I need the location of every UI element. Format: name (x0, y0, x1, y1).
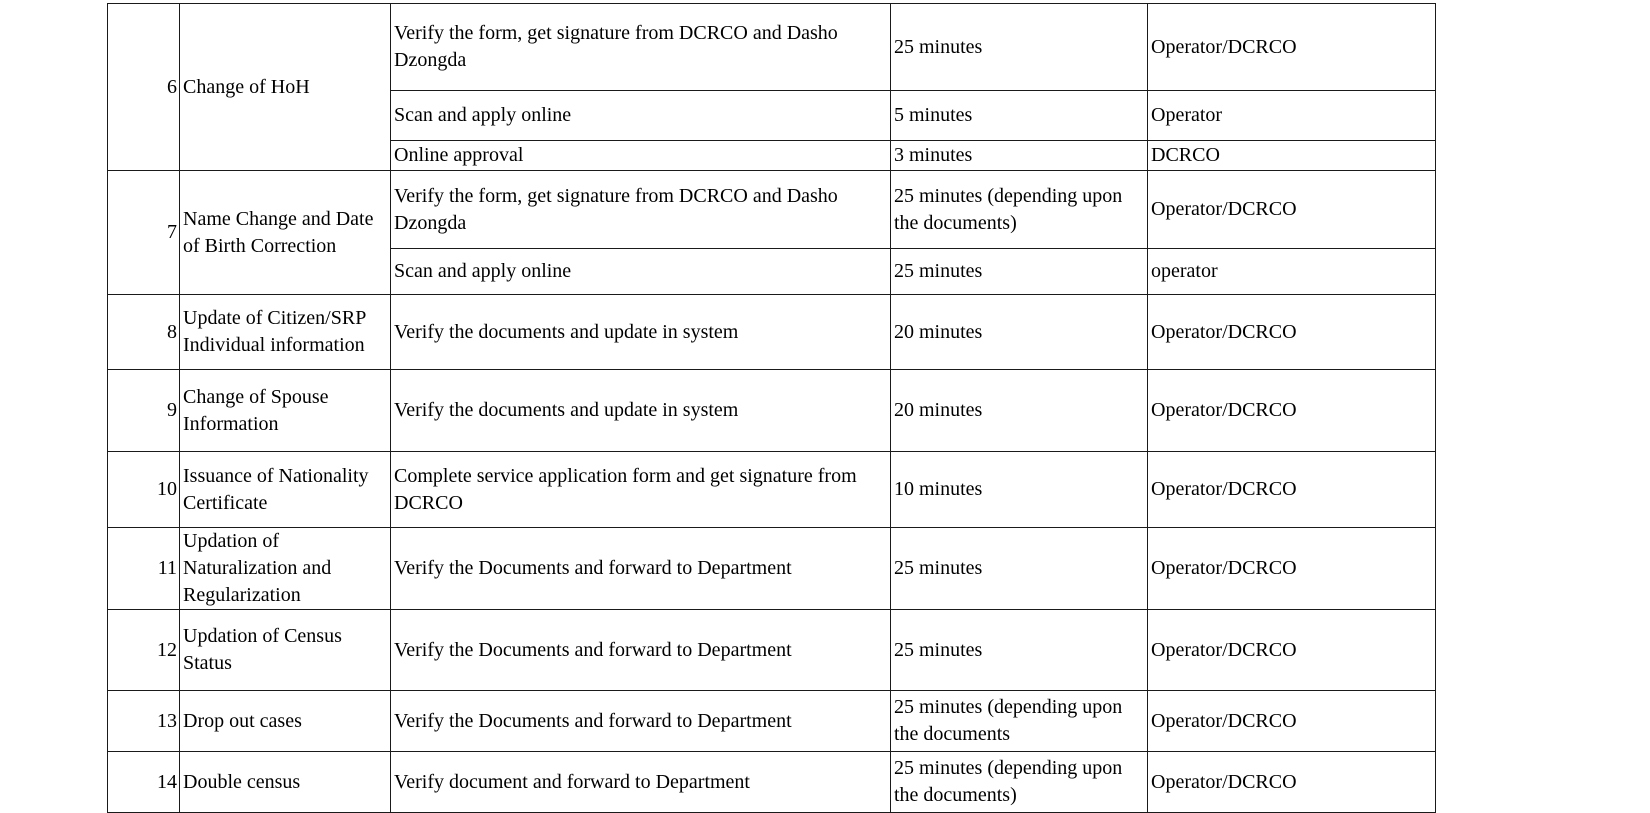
service-number: 14 (108, 752, 180, 813)
step-responsible: Operator/DCRCO (1148, 691, 1436, 752)
service-name: Updation of Naturalization and Regularization (180, 528, 391, 610)
step-time: 25 minutes (depending upon the documents) (891, 171, 1148, 249)
table-row (108, 452, 1436, 528)
table-row (108, 610, 1436, 691)
step-activity: Verify the Documents and forward to Department (391, 528, 891, 610)
step-time: 5 minutes (891, 91, 1148, 141)
table-row (108, 295, 1436, 370)
step-responsible: Operator (1148, 91, 1436, 141)
step-responsible: operator (1148, 249, 1436, 295)
service-name: Name Change and Date of Birth Correction (180, 171, 391, 295)
table-row (108, 4, 1436, 91)
step-activity: Verify the Documents and forward to Department (391, 610, 891, 691)
step-responsible: Operator/DCRCO (1148, 528, 1436, 610)
service-number: 11 (108, 528, 180, 610)
step-activity: Verify the documents and update in system (391, 370, 891, 452)
step-responsible: Operator/DCRCO (1148, 610, 1436, 691)
step-responsible: DCRCO (1148, 141, 1436, 171)
table-row (108, 528, 1436, 610)
table-row (108, 752, 1436, 813)
step-time: 25 minutes (891, 4, 1148, 91)
step-time: 25 minutes (891, 249, 1148, 295)
step-time: 20 minutes (891, 370, 1148, 452)
service-name: Issuance of Nationality Certificate (180, 452, 391, 528)
step-activity: Scan and apply online (391, 249, 891, 295)
step-responsible: Operator/DCRCO (1148, 4, 1436, 91)
service-table (107, 3, 1436, 813)
step-responsible: Operator/DCRCO (1148, 752, 1436, 813)
table-row (108, 171, 1436, 249)
service-name: Updation of Census Status (180, 610, 391, 691)
step-time: 25 minutes (depending upon the documents (891, 691, 1148, 752)
step-responsible: Operator/DCRCO (1148, 295, 1436, 370)
step-activity: Verify the Documents and forward to Department (391, 691, 891, 752)
step-time: 25 minutes (depending upon the documents) (891, 752, 1148, 813)
service-number: 9 (108, 370, 180, 452)
step-responsible: Operator/DCRCO (1148, 171, 1436, 249)
step-time: 3 minutes (891, 141, 1148, 171)
step-activity: Verify document and forward to Department (391, 752, 891, 813)
service-number: 7 (108, 171, 180, 295)
step-activity: Verify the form, get signature from DCRCO and Dasho Dzongda (391, 171, 891, 249)
step-activity: Online approval (391, 141, 891, 171)
step-activity: Verify the form, get signature from DCRCO and Dasho Dzongda (391, 4, 891, 91)
service-number: 10 (108, 452, 180, 528)
step-activity: Scan and apply online (391, 91, 891, 141)
step-time: 25 minutes (891, 528, 1148, 610)
service-name: Double census (180, 752, 391, 813)
service-number: 6 (108, 4, 180, 171)
service-name: Update of Citizen/SRP Individual information (180, 295, 391, 370)
step-activity: Complete service application form and get signature from DCRCO (391, 452, 891, 528)
service-number: 13 (108, 691, 180, 752)
service-number: 12 (108, 610, 180, 691)
table-row (108, 691, 1436, 752)
table-row (108, 370, 1436, 452)
step-time: 25 minutes (891, 610, 1148, 691)
service-name: Drop out cases (180, 691, 391, 752)
step-activity: Verify the documents and update in system (391, 295, 891, 370)
step-time: 10 minutes (891, 452, 1148, 528)
service-number: 8 (108, 295, 180, 370)
step-responsible: Operator/DCRCO (1148, 452, 1436, 528)
service-name: Change of HoH (180, 4, 391, 171)
service-name: Change of Spouse Information (180, 370, 391, 452)
step-responsible: Operator/DCRCO (1148, 370, 1436, 452)
step-time: 20 minutes (891, 295, 1148, 370)
